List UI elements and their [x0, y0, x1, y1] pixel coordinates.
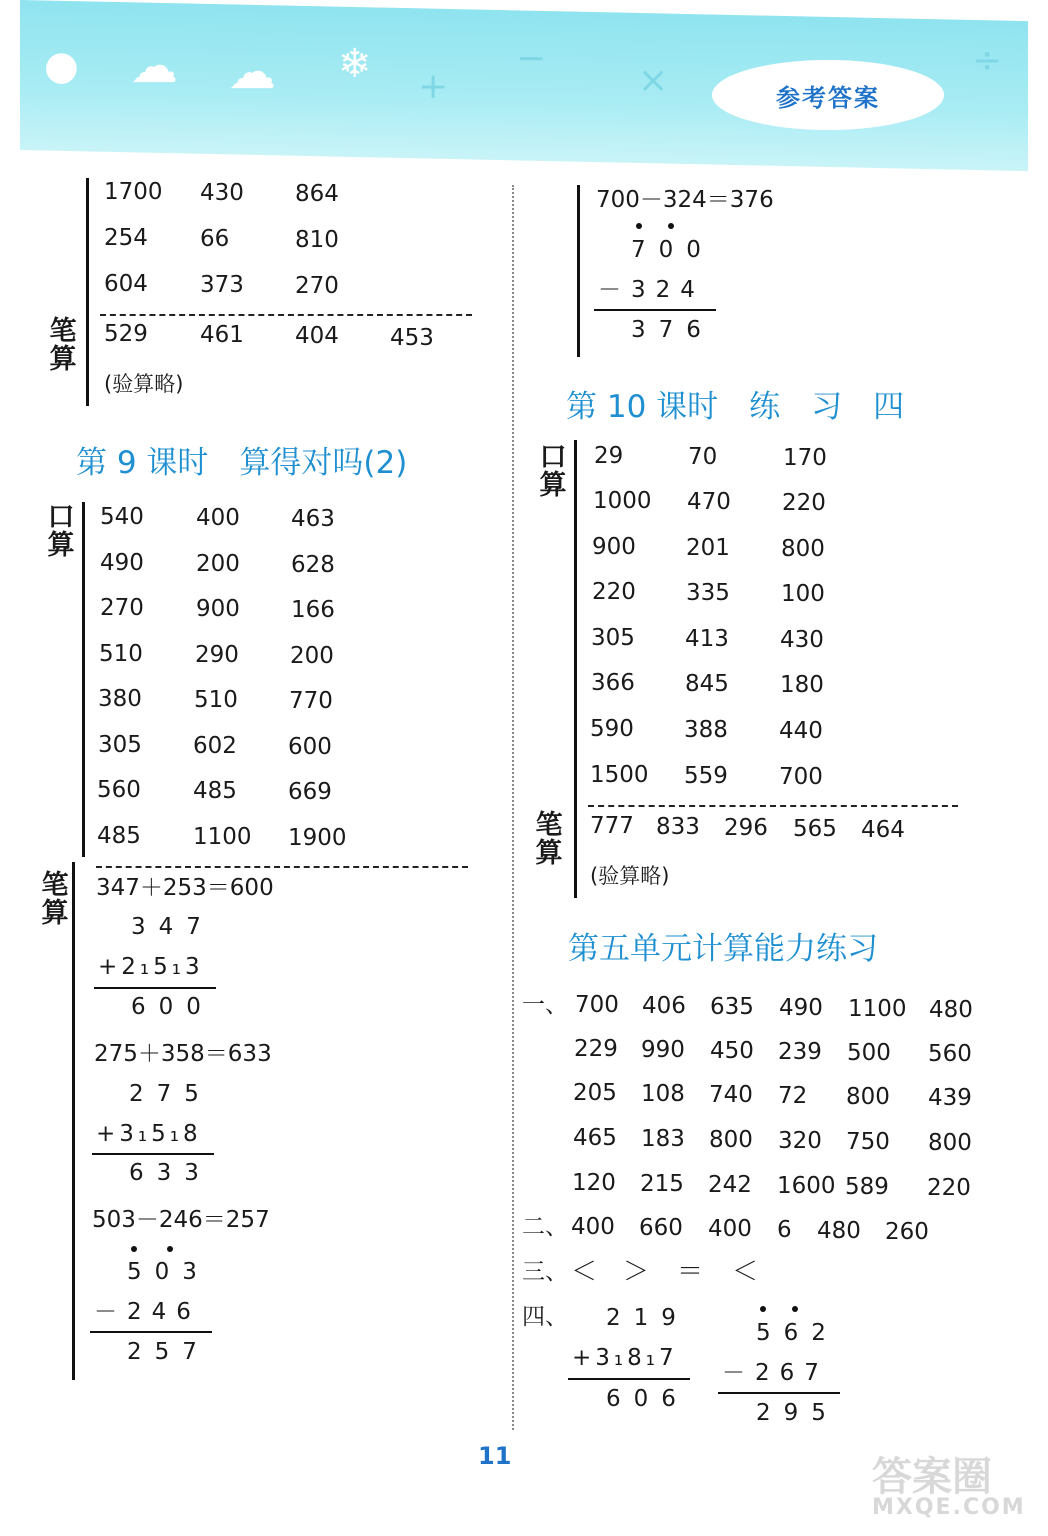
cell: 440: [779, 718, 823, 744]
vertical-result: 633: [129, 1160, 212, 1186]
cell: 400: [571, 1214, 615, 1240]
cell: 864: [295, 181, 339, 207]
cell: 560: [928, 1041, 972, 1067]
cell: 166: [291, 597, 335, 623]
cell: 6: [777, 1217, 792, 1243]
cloud-icon: ☁: [130, 38, 178, 94]
cell: 108: [641, 1081, 685, 1107]
vertical-operand: －324: [598, 277, 705, 303]
unit5-title: 第五单元计算能力练习: [568, 931, 878, 967]
cell: 270: [295, 273, 339, 299]
cell: 700: [779, 764, 823, 790]
cell: 66: [200, 226, 230, 252]
rain-cloud-icon: ☁: [228, 44, 276, 100]
cell: 180: [780, 672, 824, 698]
cell: 485: [97, 823, 141, 849]
difference-line: [90, 1331, 212, 1333]
cell: 463: [291, 506, 335, 532]
cell: 750: [846, 1129, 890, 1155]
column-separator: [512, 185, 514, 1430]
cell: 635: [710, 994, 754, 1020]
q4-label: 四、: [522, 1304, 568, 1330]
bisuan-label: 笔算: [49, 316, 77, 376]
vertical-operand: 275: [129, 1081, 212, 1107]
cell: 220: [782, 490, 826, 516]
sun-icon: ●: [44, 43, 79, 89]
cell: 833: [656, 814, 700, 840]
answer-key-badge: 参考答案: [712, 60, 944, 130]
watermark-url: MXQE.COM: [872, 1495, 1026, 1520]
cell: ＞: [623, 1257, 650, 1287]
cell: 461: [200, 322, 244, 348]
verify-note: (验算略): [590, 864, 670, 888]
cell: ＜: [571, 1257, 598, 1287]
cell: 1100: [848, 996, 907, 1022]
cell: 100: [781, 581, 825, 607]
vertical-operand: －246: [94, 1299, 201, 1325]
vertical-result: 376: [631, 317, 714, 343]
cell: 305: [98, 732, 142, 758]
vertical-operand: 562: [756, 1320, 839, 1346]
right-top-bar: [577, 185, 580, 357]
cell: 413: [685, 626, 729, 652]
q3-label: 三、: [522, 1259, 568, 1285]
cell: 260: [885, 1219, 929, 1245]
cell: 296: [724, 815, 768, 841]
equation: 347＋253＝600: [96, 875, 274, 901]
bisuan-label: 笔算: [41, 870, 69, 930]
sum-line: [94, 987, 216, 989]
lesson10-bar: [574, 440, 577, 898]
cell: 490: [100, 550, 144, 576]
cell: 242: [708, 1172, 752, 1198]
sum-line: [92, 1153, 214, 1155]
cell: 590: [590, 716, 634, 742]
dashed-divider: [588, 805, 958, 807]
cell: 215: [640, 1171, 684, 1197]
cell: 464: [861, 817, 905, 843]
vertical-operand: －267: [722, 1360, 829, 1386]
borrow-dot: [636, 223, 642, 229]
vertical-result: 257: [127, 1339, 210, 1365]
kousuan-label: 口算: [539, 442, 567, 502]
cell: 183: [641, 1126, 685, 1152]
lesson9-kousuan-bar: [82, 502, 85, 857]
cell: 305: [591, 625, 635, 651]
cell: 290: [195, 642, 239, 668]
cell: 540: [100, 504, 144, 530]
minus-icon: −: [516, 38, 547, 79]
cell: 800: [709, 1127, 753, 1153]
cell: 1100: [193, 824, 252, 850]
cell: 220: [592, 579, 636, 605]
difference-line: [594, 309, 716, 311]
cell: 529: [104, 321, 148, 347]
borrow-dot: [792, 1306, 798, 1312]
vertical-operand: 700: [631, 237, 714, 263]
borrow-dot: [668, 223, 674, 229]
lesson9-title: 第 9 课时 算得对吗(2): [76, 445, 408, 481]
cell: 335: [686, 580, 730, 606]
snowflake-icon: ❄: [338, 41, 372, 87]
cell: 628: [291, 552, 335, 578]
difference-line: [718, 1392, 840, 1394]
cell: 510: [99, 641, 143, 667]
vertical-operand: 503: [127, 1259, 210, 1285]
watermark-logo: 答案圈: [872, 1454, 992, 1500]
cell: 602: [193, 733, 237, 759]
cell: 800: [846, 1084, 890, 1110]
cell: 669: [288, 779, 332, 805]
cell: 205: [573, 1080, 617, 1106]
cell: 660: [639, 1215, 683, 1241]
bisuan-label: 笔算: [535, 810, 563, 870]
cell: 320: [778, 1128, 822, 1154]
cell: 810: [295, 227, 339, 253]
equation: 275＋358＝633: [94, 1041, 272, 1067]
cell: 560: [97, 777, 141, 803]
cell: 740: [709, 1082, 753, 1108]
left-top-bar: [86, 178, 89, 406]
cell: 1000: [593, 488, 652, 514]
divide-icon: ÷: [972, 40, 1003, 81]
cell: 200: [290, 643, 334, 669]
cell: 480: [929, 997, 973, 1023]
vertical-operand: 219: [606, 1305, 689, 1331]
cell: 604: [104, 271, 148, 297]
cell: 800: [928, 1130, 972, 1156]
cell: 200: [196, 551, 240, 577]
cell: 470: [687, 489, 731, 515]
cell: 29: [594, 443, 624, 469]
cell: 400: [708, 1216, 752, 1242]
cell: 490: [779, 995, 823, 1021]
lesson9-bisuan-bar: [72, 862, 75, 1380]
cell: 480: [817, 1218, 861, 1244]
borrow-dot: [167, 1246, 173, 1252]
q2-label: 二、: [522, 1214, 568, 1240]
cell: 388: [684, 717, 728, 743]
cell: 1500: [590, 762, 649, 788]
cell: 254: [104, 225, 148, 251]
vertical-operand: 347: [131, 914, 214, 940]
cell: 229: [574, 1036, 618, 1062]
cell: 559: [684, 763, 728, 789]
borrow-dot: [131, 1246, 137, 1252]
cell: 589: [845, 1174, 889, 1200]
cell: 430: [780, 627, 824, 653]
cell: 201: [686, 535, 730, 561]
cell: 565: [793, 816, 837, 842]
cell: 120: [572, 1170, 616, 1196]
vertical-result: 295: [756, 1400, 839, 1426]
cell: 510: [194, 687, 238, 713]
cell: 777: [590, 813, 634, 839]
times-icon: ×: [638, 60, 669, 101]
cell: 366: [591, 670, 635, 696]
cell: 239: [778, 1039, 822, 1065]
cell: 600: [288, 734, 332, 760]
cell: 439: [928, 1085, 972, 1111]
plus-icon: +: [418, 66, 449, 107]
vertical-result: 600: [131, 994, 214, 1020]
cell: 900: [196, 596, 240, 622]
cell: 700: [575, 992, 619, 1018]
cell: 380: [98, 686, 142, 712]
cell: 485: [193, 778, 237, 804]
dashed-divider: [100, 314, 472, 316]
cell: 465: [573, 1125, 617, 1151]
cell: 800: [781, 536, 825, 562]
cell: ＜: [732, 1257, 759, 1287]
cell: 406: [642, 993, 686, 1019]
equation: 503－246＝257: [92, 1207, 270, 1233]
cell: 453: [390, 325, 434, 351]
cell: 270: [100, 595, 144, 621]
cell: 1700: [104, 179, 163, 205]
borrow-dot: [760, 1306, 766, 1312]
vertical-result: 606: [606, 1386, 689, 1412]
cell: 404: [295, 323, 339, 349]
cell: 845: [685, 671, 729, 697]
cell: 72: [778, 1083, 808, 1109]
sum-line: [568, 1378, 690, 1380]
equation: 700－324＝376: [596, 187, 774, 213]
cell: 400: [196, 505, 240, 531]
cell: 450: [710, 1038, 754, 1064]
cell: 1600: [777, 1173, 836, 1199]
vertical-operand: +2₁5₁3: [98, 954, 204, 980]
page-number: 11: [478, 1442, 512, 1470]
cell: 990: [641, 1037, 685, 1063]
cell: 430: [200, 180, 244, 206]
cell: 373: [200, 272, 244, 298]
cell: 500: [847, 1040, 891, 1066]
cell: 220: [927, 1175, 971, 1201]
q1-label: 一、: [522, 992, 568, 1018]
vertical-operand: +3₁8₁7: [572, 1345, 678, 1371]
cell: ＝: [677, 1257, 704, 1287]
dashed-divider: [96, 866, 468, 868]
cell: 900: [592, 534, 636, 560]
cell: 170: [783, 445, 827, 471]
cell: 770: [289, 688, 333, 714]
kousuan-label: 口算: [47, 502, 75, 562]
lesson10-title: 第 10 课时 练 习 四: [566, 389, 905, 425]
vertical-operand: +3₁5₁8: [96, 1121, 202, 1147]
cell: 1900: [288, 825, 347, 851]
verify-note: (验算略): [104, 372, 184, 396]
cell: 70: [688, 444, 718, 470]
